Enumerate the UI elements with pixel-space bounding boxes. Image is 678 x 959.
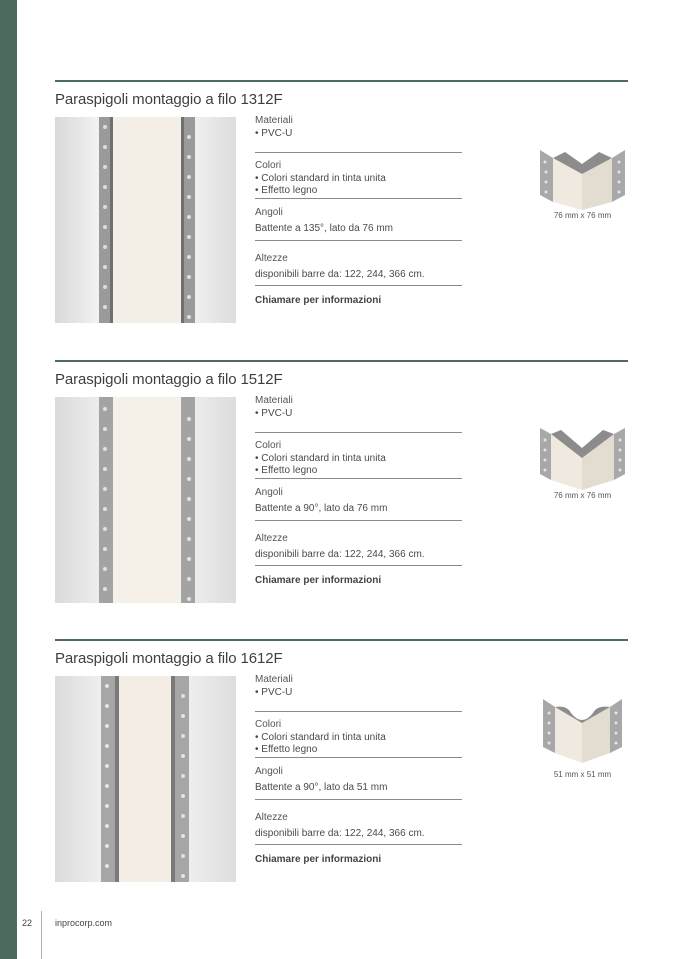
profile-size-caption: 76 mm x 76 mm: [553, 491, 612, 500]
product-photo: [55, 676, 236, 882]
heights-value: disponibili barre da: 122, 244, 366 cm.: [255, 827, 425, 839]
spec-divider: [255, 152, 462, 153]
materials-value: • PVC-U: [255, 407, 293, 419]
colors-label: Colori: [255, 160, 282, 171]
spec-divider: [255, 711, 462, 712]
colors-value-1: • Colori standard in tinta unita: [255, 172, 386, 184]
website-link[interactable]: inprocorp.com: [55, 918, 113, 928]
spec-divider: [255, 520, 462, 521]
spec-divider: [255, 757, 462, 758]
angles-value: Battente a 90°, lato da 51 mm: [255, 781, 388, 793]
side-color-band: [0, 0, 17, 959]
profile-size-caption: 51 mm x 51 mm: [553, 770, 612, 779]
spec-divider: [255, 478, 462, 479]
heights-value: disponibili barre da: 122, 244, 366 cm.: [255, 268, 425, 280]
spec-divider: [255, 799, 462, 800]
materials-label: Materiali: [255, 395, 293, 406]
angles-label: Angoli: [255, 487, 283, 498]
section-divider: [55, 360, 628, 362]
spec-divider: [255, 285, 462, 286]
colors-value-2: • Effetto legno: [255, 744, 318, 755]
profile-thumbnail: [535, 420, 630, 490]
profile-thumbnail: [535, 140, 630, 210]
spec-divider: [255, 844, 462, 845]
page-number: 22: [22, 918, 33, 928]
angles-value: Battente a 135°, lato da 76 mm: [255, 222, 393, 234]
materials-label: Materiali: [255, 115, 293, 126]
heights-label: Altezze: [255, 533, 288, 544]
product-photo: [55, 117, 236, 323]
angles-value: Battente a 90°, lato da 76 mm: [255, 502, 388, 514]
footer-divider: [41, 911, 42, 959]
product-section-1612f: [55, 639, 628, 889]
colors-label: Colori: [255, 719, 282, 730]
angles-label: Angoli: [255, 766, 283, 777]
colors-value-1: • Colori standard in tinta unita: [255, 452, 386, 464]
contact-info-link[interactable]: Chiamare per informazioni: [255, 575, 382, 586]
colors-label: Colori: [255, 440, 282, 451]
materials-value: • PVC-U: [255, 127, 293, 139]
colors-value-1: • Colori standard in tinta unita: [255, 731, 386, 743]
section-divider: [55, 639, 628, 641]
colors-value-2: • Effetto legno: [255, 185, 318, 196]
colors-value-2: • Effetto legno: [255, 465, 318, 476]
product-title: Paraspigoli montaggio a filo 1612F: [55, 650, 283, 667]
heights-value: disponibili barre da: 122, 244, 366 cm.: [255, 548, 425, 560]
contact-info-link[interactable]: Chiamare per informazioni: [255, 854, 382, 865]
spec-divider: [255, 565, 462, 566]
spec-divider: [255, 240, 462, 241]
materials-label: Materiali: [255, 674, 293, 685]
angles-label: Angoli: [255, 207, 283, 218]
product-title: Paraspigoli montaggio a filo 1312F: [55, 91, 283, 108]
profile-size-caption: 76 mm x 76 mm: [553, 211, 612, 220]
profile-thumbnail: [535, 693, 630, 763]
heights-label: Altezze: [255, 253, 288, 264]
contact-info-link[interactable]: Chiamare per informazioni: [255, 295, 382, 306]
product-section-1312f: [55, 80, 628, 330]
spec-divider: [255, 198, 462, 199]
materials-value: • PVC-U: [255, 686, 293, 698]
section-divider: [55, 80, 628, 82]
product-section-1512f: [55, 360, 628, 610]
product-photo: [55, 397, 236, 603]
spec-divider: [255, 432, 462, 433]
heights-label: Altezze: [255, 812, 288, 823]
product-title: Paraspigoli montaggio a filo 1512F: [55, 371, 283, 388]
